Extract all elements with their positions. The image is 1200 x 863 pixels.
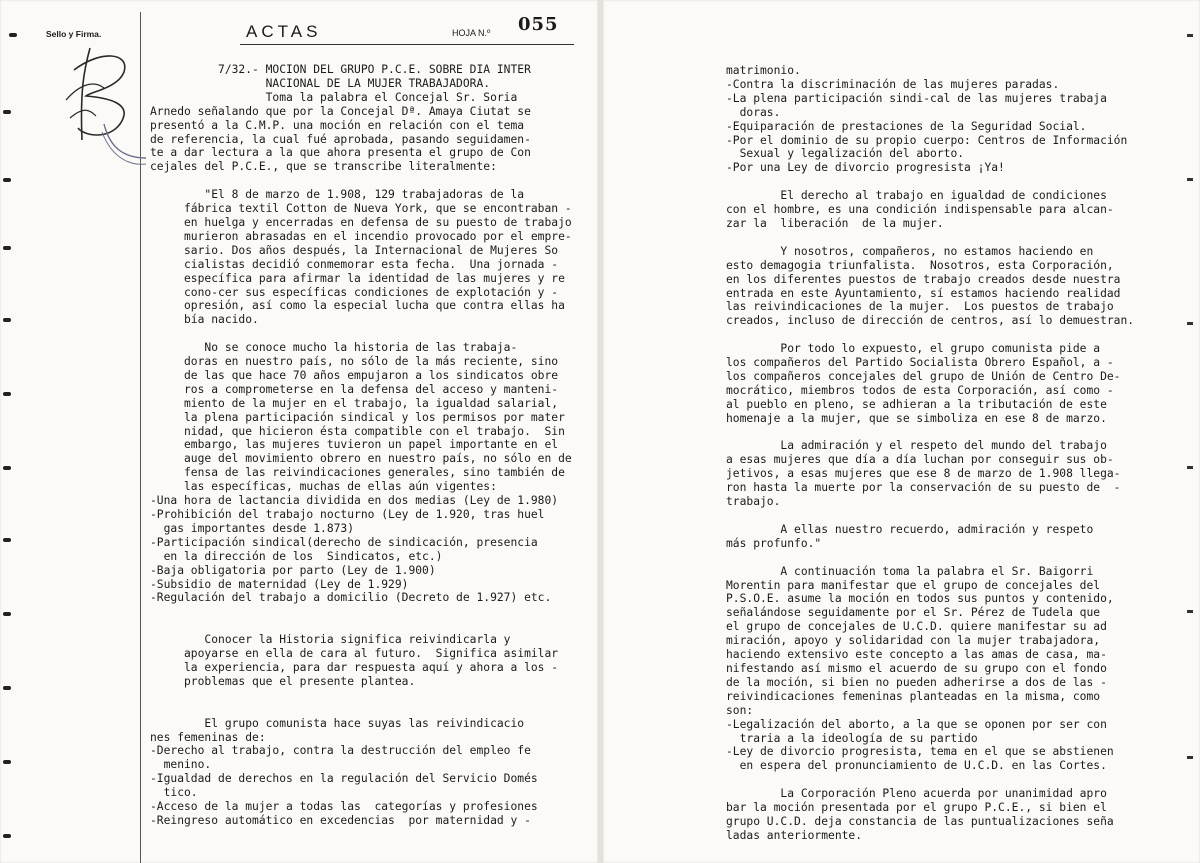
text-line: bía nacido.: [150, 313, 259, 327]
text-line: miento de la mujer en el trabajo, la igualdad salarial,: [150, 396, 559, 410]
text-line: Sexual y legalización del aborto.: [726, 147, 965, 161]
text-line: de referencia, la cual fué aprobada, pasando seguidamen-: [150, 132, 531, 146]
text-line: Arnedo señalando que por la Concejal Dª. Amaya Ciutat se: [150, 104, 531, 118]
text-line: -Acceso de la mujer a todas las categorías y profesiones: [150, 800, 538, 814]
text-line: nifestando así mismo el acuerdo de su grupo con el fondo: [726, 661, 1107, 675]
text-line: tico.: [150, 786, 198, 800]
sello-label: Sello y Firma.: [46, 29, 102, 39]
text-line: -Ley de divorcio progresista, tema en el que se abstienen: [726, 745, 1114, 759]
text-line: en los diferentes puestos de trabajo creados desde nuestra: [726, 272, 1121, 286]
text-line: -Regulación del trabajo a domicilio (Decreto de 1.927) etc.: [150, 591, 552, 605]
text-line: traria a la ideología de su partido: [726, 731, 978, 745]
text-line: nidad, que hicieron ésta compatible con el trabajo. Sin: [150, 424, 565, 438]
text-line: ros a comprometerse en la defensa del acceso y manteni-: [150, 382, 559, 396]
text-line: Conocer la Historia significa reivindicarla y: [150, 633, 511, 647]
text-line: específica para afirmar la identidad de las mujeres y re: [150, 271, 565, 285]
text-line: de la moción, si bien no pueden adherirse a dos de las -: [726, 675, 1107, 689]
text-line: doras.: [726, 105, 781, 119]
edge-mark: [1187, 756, 1193, 759]
text-line: murieron abrasadas en el incendio provocado por el empre-: [150, 229, 572, 243]
text-line: mocrático, miembros todos de esta Corporación, así como -: [726, 383, 1114, 397]
text-line: embargo, las mujeres tuvieron un papel importante en el: [150, 438, 559, 452]
binder-hole: [9, 33, 17, 37]
text-line: la experiencia, para dar respuesta aquí y ahora a los -: [150, 660, 559, 674]
text-line: Toma la palabra el Concejal Sr. Soria: [150, 90, 518, 104]
text-line: P.S.O.E. asume la moción en todos sus puntos y contenido,: [726, 592, 1114, 606]
text-line: trabajo.: [726, 495, 781, 509]
binder-hole: [3, 178, 11, 182]
text-line: Por todo lo expuesto, el grupo comunista pide a: [726, 342, 1101, 356]
text-line: matrimonio.: [726, 64, 801, 77]
circular-stamp: [100, 118, 148, 168]
text-line: te a dar lectura a la que ahora presenta el grupo de Con: [150, 146, 531, 160]
text-line: las específicas, muchas de ellas aún vigentes:: [150, 480, 497, 494]
binder-hole: [3, 612, 11, 616]
text-line: en huelga y encerradas en defensa de su puesto de trabajo: [150, 215, 572, 229]
binder-hole: [3, 246, 11, 250]
text-line: -Subsidio de maternidad (Ley de 1.929): [150, 577, 409, 591]
text-line: La Corporación Pleno acuerda por unanimidad apro: [726, 787, 1107, 801]
text-line: reivindicaciones femeninas planteadas en la misma, como: [726, 689, 1101, 703]
text-line: a esas mujeres que día a día luchan por conseguir sus ob-: [726, 453, 1114, 467]
text-line: Y nosotros, compañeros, no estamos haciendo en: [726, 244, 1094, 258]
text-line: -Equiparación de prestaciones de la Seguridad Social.: [726, 119, 1087, 133]
text-line: grupo U.C.D. deja constancia de las puntualizaciones seña: [726, 814, 1114, 828]
text-line: apoyarse en ella de cara al futuro. Significa asimilar: [150, 647, 559, 661]
text-line: El grupo comunista hace suyas las reivindicacio: [150, 716, 525, 730]
text-line: cialistas decidió conmemorar esta fecha. Una jornada -: [150, 257, 559, 271]
page-title: ACTAS: [246, 22, 322, 41]
binder-hole: [3, 834, 11, 838]
text-line: miración, apoyo y solidaridad con la mujer trabajadora,: [726, 634, 1101, 648]
text-line: esto demagogia triunfalista. Nosotros, esta Corporación,: [726, 258, 1114, 272]
text-line: ron hasta la muerte por la conservación de su puesto de -: [726, 481, 1121, 495]
binder-hole: [3, 466, 11, 470]
text-line: los compañeros del Partido Socialista Obrero Español, a -: [726, 356, 1114, 370]
binder-hole: [3, 318, 11, 322]
binder-hole: [3, 110, 11, 114]
hoja-number: 055: [518, 14, 559, 35]
text-line: No se conoce mucho la historia de las trabaja-: [150, 341, 518, 355]
edge-mark: [1187, 322, 1193, 325]
text-line: con el hombre, es una condición indispensable para alcan-: [726, 203, 1114, 217]
text-line: opresión, así como la especial lucha que contra ellas ha: [150, 299, 565, 313]
text-line: nes femeninas de:: [150, 730, 266, 744]
text-line: -Legalización del aborto, a la que se oponen por ser con: [726, 717, 1107, 731]
text-line: -Por el dominio de su propio cuerpo: Centros de Información: [726, 133, 1128, 147]
text-line: La admiración y el respeto del mundo del trabajo: [726, 439, 1107, 453]
text-line: ladas anteriormente.: [726, 828, 863, 842]
text-line: -Reingreso automático en excedencias por maternidad y -: [150, 813, 531, 827]
text-line: -Por una Ley de divorcio progresista ¡Ya!: [726, 161, 1005, 175]
text-line: cejales del P.C.E., que se transcribe literalmente:: [150, 160, 497, 174]
text-line: jetivos, a esas mujeres que ese 8 de marzo de 1.908 llega-: [726, 467, 1121, 481]
text-line: zar la liberación de la mujer.: [726, 216, 944, 230]
text-line: gas importantes desde 1.873): [150, 521, 355, 535]
binder-hole: [3, 686, 11, 690]
text-line: auge del movimiento obrero en nuestro país, no sólo en de: [150, 452, 572, 466]
text-line: las reivindicaciones de la mujer. Los puestos de trabajo: [726, 300, 1114, 314]
text-line: -Derecho al trabajo, contra la destrucción del empleo fe: [150, 744, 531, 758]
text-line: creados, incluso de dirección de centros, así lo demuestran.: [726, 314, 1135, 328]
text-line: problemas que el presente plantea.: [150, 674, 416, 688]
text-line: -Una hora de lactancia dividida en dos medias (Ley de 1.980): [150, 494, 559, 508]
text-line: NACIONAL DE LA MUJER TRABAJADORA.: [150, 76, 491, 90]
text-line: bar la moción presentada por el grupo P.C.E., si bien el: [726, 801, 1107, 815]
text-line: -Prohibición del trabajo nocturno (Ley de 1.920, tras huel: [150, 508, 545, 521]
text-line: al pueblo en pleno, se adhieran a la tributación de este: [726, 397, 1107, 411]
left-document-page: [0, 0, 598, 863]
text-line: en la dirección de los Sindicatos, etc.): [150, 549, 443, 563]
text-line: -La plena participación sindi-cal de las mujeres trabaja: [726, 91, 1107, 105]
text-line: presentó a la C.M.P. una moción en relación con el tema: [150, 118, 525, 132]
text-line: El derecho al trabajo en igualdad de condiciones: [726, 189, 1107, 203]
edge-mark: [1187, 34, 1193, 37]
text-line: más profunfo.": [726, 536, 822, 550]
text-line: fensa de las reivindicaciones generales, sino también de: [150, 466, 565, 480]
right-document-page: [603, 0, 1200, 863]
edge-mark: [1187, 610, 1193, 613]
text-line: A continuación toma la palabra el Sr. Baigorri: [726, 564, 1094, 578]
text-line: -Participación sindical(derecho de sindicación, presencia: [150, 535, 538, 549]
left-page-body: [150, 63, 572, 828]
hoja-label: HOJA N.º: [452, 28, 491, 38]
header-rule: [240, 44, 574, 45]
text-line: la plena participación sindical y los permisos por mater: [150, 410, 565, 424]
text-line: de las que hace 70 años empujaron a los sindicatos obre: [150, 368, 559, 382]
binder-hole: [3, 760, 11, 764]
text-line: haciendo extensivo este concepto a las amas de casa, ma-: [726, 648, 1107, 662]
text-line: homenaje a la mujer, que se simboliza en ese 8 de marzo.: [726, 411, 1107, 425]
right-page-body: [726, 64, 1134, 843]
text-line: "El 8 de marzo de 1.908, 129 trabajadoras de la: [150, 188, 525, 202]
text-line: doras en nuestro país, no sólo de la más reciente, sino: [150, 355, 559, 369]
text-line: señalándose seguidamente por el Sr. Pérez de Tudela que: [726, 606, 1101, 620]
binder-hole: [3, 392, 11, 396]
text-line: son:: [726, 703, 754, 717]
text-line: fábrica textil Cotton de Nueva York, que se encontraban -: [150, 202, 572, 216]
text-line: sario. Dos años después, la Internacional de Mujeres So: [150, 243, 559, 257]
text-line: menino.: [150, 758, 212, 772]
binder-hole: [3, 538, 11, 542]
text-line: -Baja obligatoria por parto (Ley de 1.900): [150, 563, 436, 577]
text-line: el grupo de concejales de U.C.D. quiere manifestar su ad: [726, 620, 1107, 634]
text-line: cono-cer sus específicas condiciones de explotación y -: [150, 285, 559, 299]
edge-mark: [1187, 466, 1193, 469]
text-line: los compañeros concejales del grupo de Unión de Centro De-: [726, 369, 1121, 383]
text-line: Morentin para manifestar que el grupo de concejales del: [726, 578, 1101, 592]
text-line: en espera del pronunciamiento de U.C.D. en las Cortes.: [726, 759, 1107, 773]
text-line: -Contra la discriminación de las mujeres paradas.: [726, 77, 1060, 91]
text-line: 7/32.- MOCION DEL GRUPO P.C.E. SOBRE DIA INTER: [150, 63, 531, 76]
text-line: A ellas nuestro recuerdo, admiración y respeto: [726, 522, 1094, 536]
edge-mark: [1187, 178, 1193, 181]
text-line: entrada en este Ayuntamiento, sí estamos haciendo realidad: [726, 286, 1121, 300]
text-line: -Igualdad de derechos en la regulación del Servicio Domés: [150, 772, 538, 786]
